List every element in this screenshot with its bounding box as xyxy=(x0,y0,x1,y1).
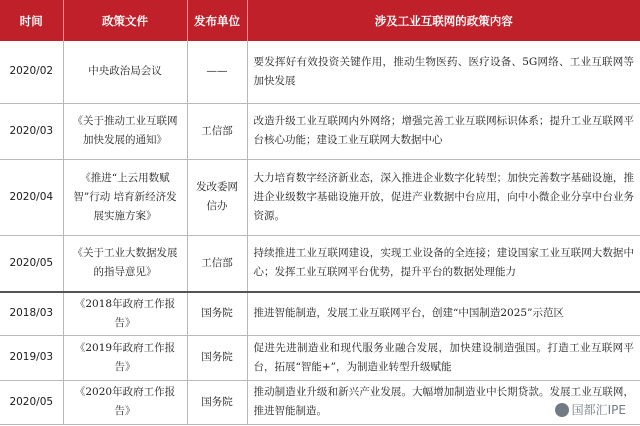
row-document: 《2020年政府工作报告》 xyxy=(63,380,187,424)
table-row xyxy=(0,380,640,424)
row-issuer: 工信部 xyxy=(187,235,247,292)
table-row xyxy=(0,159,640,235)
table-header-row xyxy=(0,0,640,41)
watermark xyxy=(555,401,626,418)
row-document: 《关于工业大数据发展的指导意见》 xyxy=(63,235,187,292)
table-row xyxy=(0,41,640,103)
row-document: 中央政治局会议 xyxy=(63,41,187,103)
row-content: 改造升级工业互联网内外网络；增强完善工业互联网标识体系；提升工业互联网平台核心功能；建设工业互联网大数据中心 xyxy=(247,103,640,159)
row-issuer: 国务院 xyxy=(187,335,247,380)
row-issuer: 国务院 xyxy=(187,292,247,335)
row-document: 《2018年政府工作报告》 xyxy=(63,292,187,335)
row-document: 《2019年政府工作报告》 xyxy=(63,335,187,380)
row-content: 要发挥好有效投资关键作用，推动生物医药、医疗设备、5G网络、工业互联网等加快发展 xyxy=(247,41,640,103)
row-document: 《推进“上云用数赋智”行动 培育新经济发展实施方案》 xyxy=(63,159,187,235)
row-document: 《关于推动工业互联网加快发展的通知》 xyxy=(63,103,187,159)
row-issuer: —— xyxy=(187,41,247,103)
header-date: 时间 xyxy=(0,0,63,41)
table-row xyxy=(0,103,640,159)
row-content: 促进先进制造业和现代服务业融合发展，加快建设制造强国。打造工业互联网平台，拓展“智能+”，为制造业转型升级赋能 xyxy=(247,335,640,380)
table-row xyxy=(0,335,640,380)
row-date: 2019/03 xyxy=(0,335,63,380)
row-date: 2018/03 xyxy=(0,292,63,335)
row-issuer: 工信部 xyxy=(187,103,247,159)
table-row xyxy=(0,235,640,292)
row-content: 大力培育数字经济新业态，深入推进企业数字化转型；加快完善数字基础设施，推进企业级数字基础设施开放，促进产业数据中台应用，向中小微企业分享中台业务资源。 xyxy=(247,159,640,235)
row-issuer: 发改委网信办 xyxy=(187,159,247,235)
row-date: 2020/03 xyxy=(0,103,63,159)
row-issuer: 国务院 xyxy=(187,380,247,424)
header-document: 政策文件 xyxy=(63,0,187,41)
watermark-text: 国都汇IPE xyxy=(571,403,626,417)
row-date: 2020/04 xyxy=(0,159,63,235)
header-content: 涉及工业互联网的政策内容 xyxy=(247,0,640,41)
header-issuer: 发布单位 xyxy=(187,0,247,41)
row-content: 推动制造业升级和新兴产业发展。大幅增加制造业中长期贷款。发展工业互联网，推进智能制造。 xyxy=(247,380,640,424)
row-date: 2020/02 xyxy=(0,41,63,103)
watermark-logo-icon xyxy=(555,403,569,417)
row-content: 持续推进工业互联网建设，实现工业设备的全连接；建设国家工业互联网大数据中心；发挥工业互联网平台优势，提升平台的数据处理能力 xyxy=(247,235,640,292)
row-date: 2020/05 xyxy=(0,235,63,292)
table-row xyxy=(0,292,640,335)
row-date: 2020/05 xyxy=(0,380,63,424)
row-content: 推进智能制造，发展工业互联网平台，创建“中国制造2025”示范区 xyxy=(247,292,640,335)
